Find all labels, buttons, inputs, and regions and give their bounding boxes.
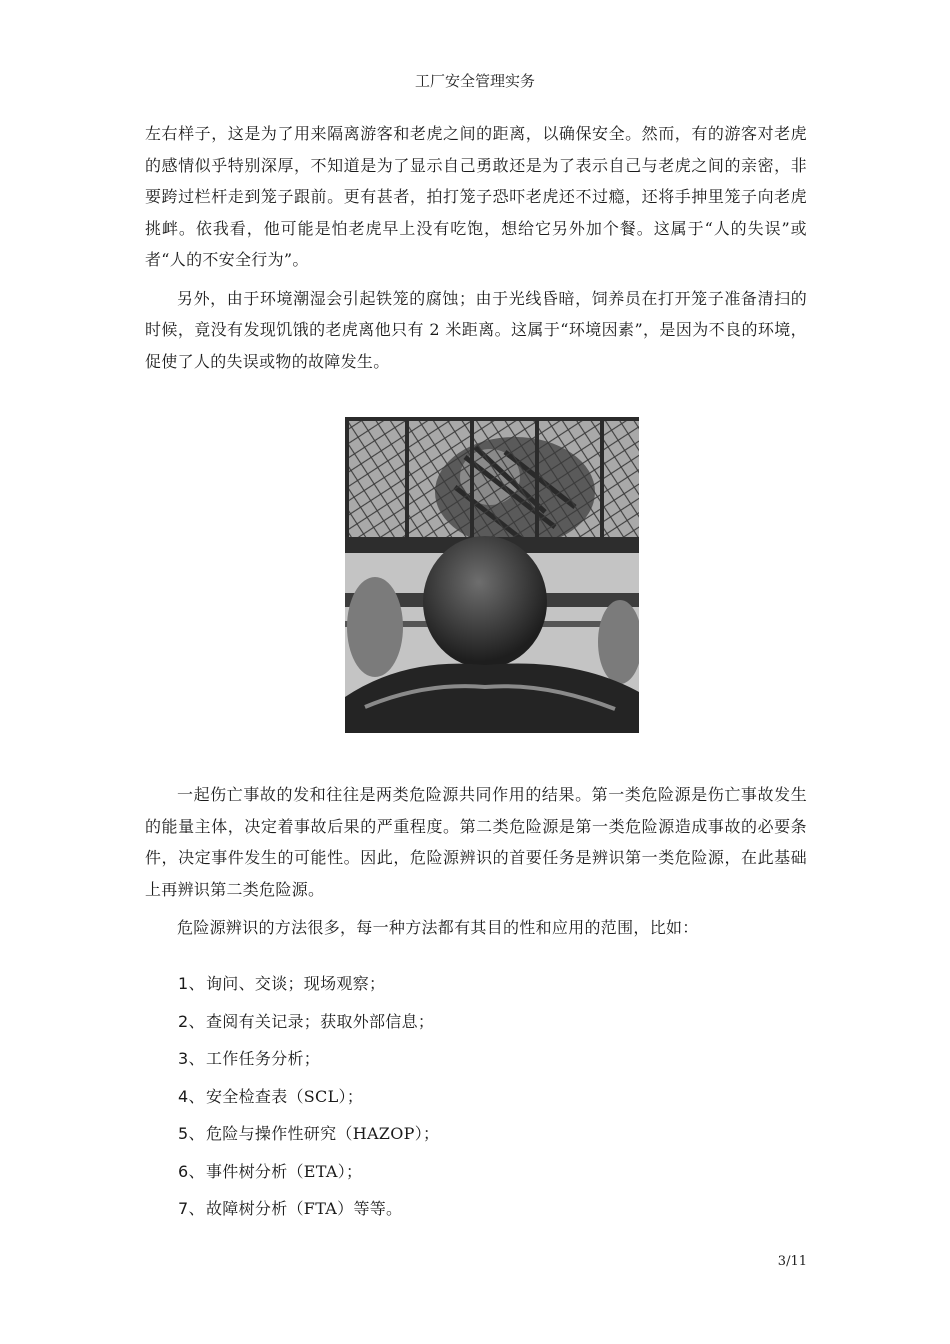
photo-child-watching-tiger: [345, 417, 639, 733]
list-item: 4、安全检查表（SCL）；: [178, 1086, 364, 1106]
page-header: 工厂安全管理实务: [414, 72, 535, 90]
paragraph-environment-factor: 另外，由于环境潮湿会引起铁笼的腐蚀；由于光线昏暗，饲养员在打开笼子准备清扫的时候，竟没有发现饥饿的老虎离他只有 2 米距离。这属于“环境因素”，是因为不良的环境，促使了人的失误或物的故障发生。: [145, 288, 807, 371]
list-item: 2、查阅有关记录；获取外部信息；: [178, 1011, 435, 1031]
list-item: 7、故障树分析（FTA）等等。: [178, 1199, 403, 1218]
paragraph-identification-methods: 危险源辨识的方法很多，每一种方法都有其目的性和应用的范围，比如：: [177, 918, 699, 937]
list-item: 3、工作任务分析；: [178, 1049, 321, 1068]
page-number: 3/11: [777, 1254, 807, 1269]
body-text-bottom: [145, 779, 807, 944]
method-list: [178, 965, 439, 1228]
paragraph-two-hazard-types: 一起伤亡事故的发和往往是两类危险源共同作用的结果。第一类危险源是伤亡事故发生的能量主体，决定着事故后果的严重程度。第二类危险源是第一类危险源造成事故的必要条件，决定事件发生的可能性。因此，危险源辨识的首要任务是辨识第一类危险源，在此基础上再辨识第二类危险源。: [145, 785, 807, 899]
list-item: 5、危险与操作性研究（HAZOP）；: [178, 1124, 440, 1143]
paragraph-tourist-behavior: 左右样子，这是为了用来隔离游客和老虎之间的距离，以确保安全。然而，有的游客对老虎的感情似乎特别深厚，不知道是为了显示自己勇敢还是为了表示自己与老虎之间的亲密，非要跨过栏杆走到笼子跟前。更有甚者，拍打笼子恐吓老虎还不过瘾，还将手抻里笼子向老虎挑衅。依我看，他可能是怕老虎早上没有吃饱，想给它另外加个餐。这属于“人的失误”或者“人的不安全行为”。: [145, 124, 807, 269]
list-item: 1、询问、交谈；现场观察；: [178, 974, 386, 993]
body-text-top: [145, 118, 807, 377]
list-item: 6、事件树分析（ETA）；: [178, 1161, 363, 1181]
